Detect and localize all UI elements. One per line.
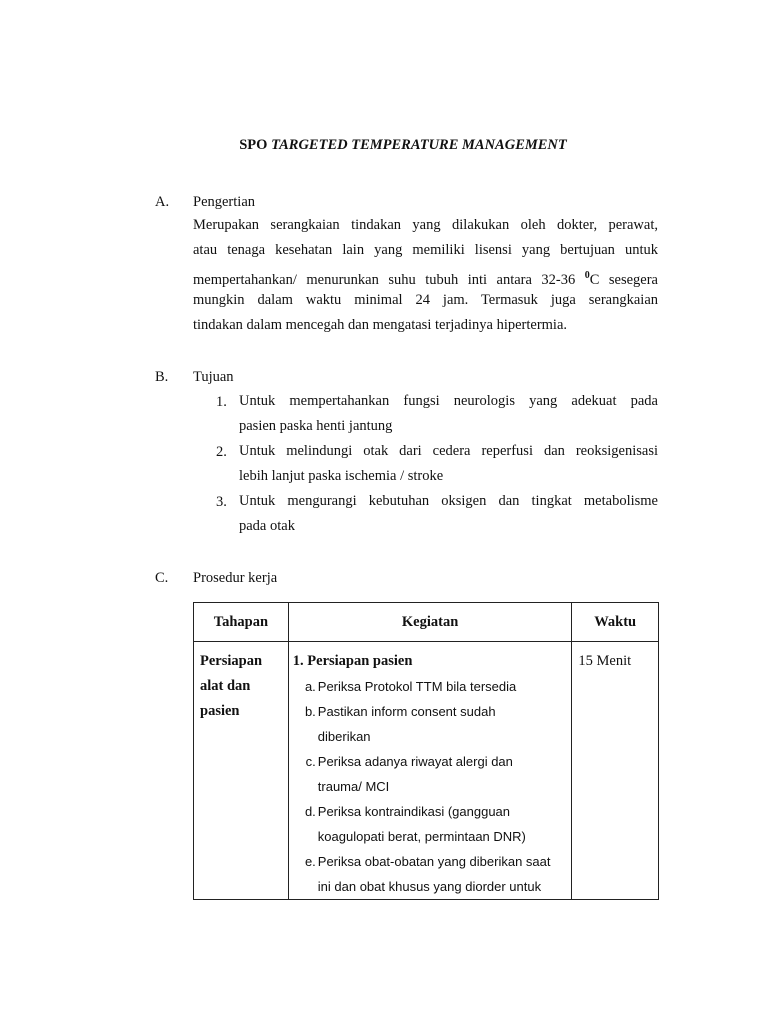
title-italic: TARGETED TEMPERATURE MANAGEMENT xyxy=(271,137,567,153)
header-kegiatan: Kegiatan xyxy=(288,603,572,642)
section-a-paragraph xyxy=(193,213,658,338)
activity-heading: 1. Persiapan pasien xyxy=(292,653,413,669)
activity-letter: a. xyxy=(304,679,316,694)
section-a-letter: A. xyxy=(155,194,170,210)
section-c-letter: C. xyxy=(155,570,169,586)
activity-line: Periksa obat-obatan yang diberikan saat xyxy=(317,854,551,869)
activity-letter: b. xyxy=(304,704,316,719)
header-waktu: Waktu xyxy=(572,603,659,642)
section-c-heading: Prosedur kerja xyxy=(193,570,278,586)
list-number: 2. xyxy=(216,444,227,460)
section-b-heading: Tujuan xyxy=(193,369,234,385)
list-line: Untuk mengurangi kebutuhan oksigen dan tingkat metabolisme xyxy=(239,493,658,509)
activity-line: Periksa Protokol TTM bila tersedia xyxy=(317,679,517,694)
table-row xyxy=(194,642,659,900)
activity-item xyxy=(293,799,568,849)
stage-line: Persiapan xyxy=(200,653,263,669)
activity-item xyxy=(293,699,568,749)
activity-line: Periksa adanya riwayat alergi dan xyxy=(317,754,513,769)
list-item xyxy=(239,439,658,489)
time-cell: 15 Menit xyxy=(572,642,659,900)
list-item xyxy=(239,489,658,539)
para-line-text: mempertahankan/ menurunkan suhu tubuh inti antara 32-36 xyxy=(193,271,585,288)
list-number: 3. xyxy=(216,494,227,510)
list-item xyxy=(239,389,658,439)
activity-line: koagulopati berat, permintaan DNR) xyxy=(317,829,526,844)
list-line: Untuk melindungi otak dari cedera reperfusi dan reoksigenisasi xyxy=(239,443,658,459)
para-line: mungkin dalam waktu minimal 24 jam. Termasuk juga serangkaian xyxy=(193,292,658,308)
activity-line: Periksa kontraindikasi (gangguan xyxy=(317,804,511,819)
activity-letter: c. xyxy=(305,754,316,769)
section-b-letter: B. xyxy=(155,369,169,385)
header-tahapan: Tahapan xyxy=(194,603,289,642)
stage-line: pasien xyxy=(200,703,240,719)
para-line xyxy=(193,263,658,288)
para-line: atau tenaga kesehatan lain yang memiliki lisensi yang bertujuan untuk xyxy=(193,242,658,258)
activity-letter: d. xyxy=(304,804,316,819)
stage-cell xyxy=(194,642,289,900)
degree-superscript: 0 xyxy=(584,270,590,281)
para-line: tindakan dalam mencegah dan mengatasi terjadinya hipertermia. xyxy=(193,317,568,333)
activity-line: diberikan xyxy=(317,729,371,744)
list-line: pasien paska henti jantung xyxy=(239,418,393,434)
degree-tail: C sesegera xyxy=(589,271,658,288)
table-header-row xyxy=(194,603,659,642)
procedure-table xyxy=(193,602,659,900)
section-a-heading: Pengertian xyxy=(193,194,256,210)
list-line: Untuk mempertahankan fungsi neurologis yang adekuat pada xyxy=(239,393,658,409)
activity-line: ini dan obat khusus yang diorder untuk xyxy=(317,879,542,894)
list-line: lebih lanjut paska ischemia / stroke xyxy=(239,468,444,484)
activity-cell xyxy=(288,642,572,900)
activity-line: Pastikan inform consent sudah xyxy=(317,704,496,719)
activity-item xyxy=(293,749,568,799)
list-line: pada otak xyxy=(239,518,295,534)
activity-letter: e. xyxy=(304,854,316,869)
activity-item xyxy=(293,849,568,899)
title-prefix: SPO xyxy=(239,137,268,153)
activity-line: trauma/ MCI xyxy=(317,779,390,794)
activity-item xyxy=(293,674,568,699)
list-number: 1. xyxy=(216,394,227,410)
para-line: Merupakan serangkaian tindakan yang dilakukan oleh dokter, perawat, xyxy=(193,217,658,233)
document-title xyxy=(0,137,768,154)
stage-line: alat dan xyxy=(200,678,251,694)
